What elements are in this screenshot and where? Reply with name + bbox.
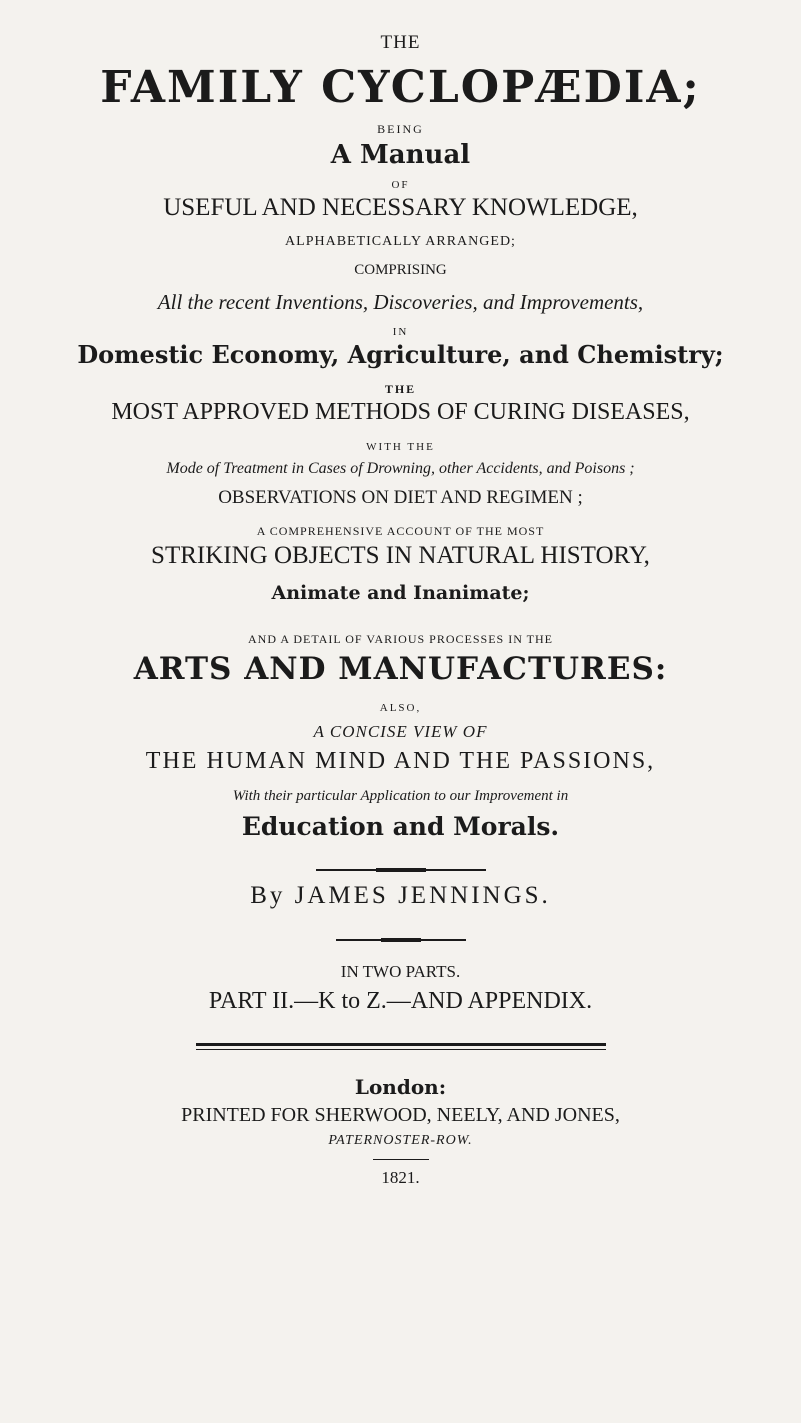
education-morals: Education and Morals. [241,812,560,841]
particular-application: With their particular Application to our Improvement in [232,788,569,804]
comprehensive-account: A COMPREHENSIVE ACCOUNT OF THE MOST [256,524,545,538]
recent-inventions: All the recent Inventions, Discoveries, and Improvements, [157,290,644,314]
domestic-economy: Domestic Economy, Agriculture, and Chemistry; [77,340,724,369]
concise-view: A CONCISE VIEW OF [313,722,488,741]
london-label: London: [354,1075,447,1099]
publication-year: 1821. [381,1168,420,1187]
being-label: BEING [377,122,424,136]
detail-processes: AND A DETAIL OF VARIOUS PROCESSES IN THE [248,632,553,646]
ornamental-rule-1-center [376,868,426,872]
of-label: OF [391,179,410,191]
in-label: IN [392,326,409,338]
paternoster-row: PATERNOSTER-ROW. [328,1133,473,1148]
author-line: By JAMES JENNINGS. [250,882,551,909]
printed-for: PRINTED FOR SHERWOOD, NEELY, AND JONES, [181,1104,620,1126]
a-manual-label: A Manual [330,140,471,170]
most-approved-methods: MOST APPROVED METHODS OF CURING DISEASES, [111,399,690,425]
part-ii-label: PART II.—K to Z.—AND APPENDIX. [208,988,593,1014]
observations-diet: OBSERVATIONS ON DIET AND REGIMEN ; [218,487,583,508]
comprising-label: COMPRISING [354,262,447,278]
arts-manufactures: ARTS AND MANUFACTURES: [133,651,668,687]
striking-objects: STRIKING OBJECTS IN NATURAL HISTORY, [151,542,650,569]
human-mind-passions: THE HUMAN MIND AND THE PASSIONS, [145,748,656,774]
mode-of-treatment: Mode of Treatment in Cases of Drowning, other Accidents, and Poisons ; [166,460,635,477]
year-rule [373,1159,429,1160]
ornamental-rule-2-center [381,938,421,942]
also-label: ALSO, [379,702,422,714]
alphabetically-label: ALPHABETICALLY ARRANGED; [285,234,516,249]
double-rule-top [196,1043,606,1046]
the-label: THE [380,32,421,53]
useful-knowledge: USEFUL AND NECESSARY KNOWLEDGE, [163,194,638,221]
animate-inanimate: Animate and Inanimate; [271,582,530,604]
two-parts-label: IN TWO PARTS. [340,962,461,981]
main-title: FAMILY CYCLOPÆDIA; [100,62,701,113]
with-the-label: WITH THE [366,441,435,453]
double-rule-bottom [196,1049,606,1050]
the-label-2: THE [384,382,417,396]
